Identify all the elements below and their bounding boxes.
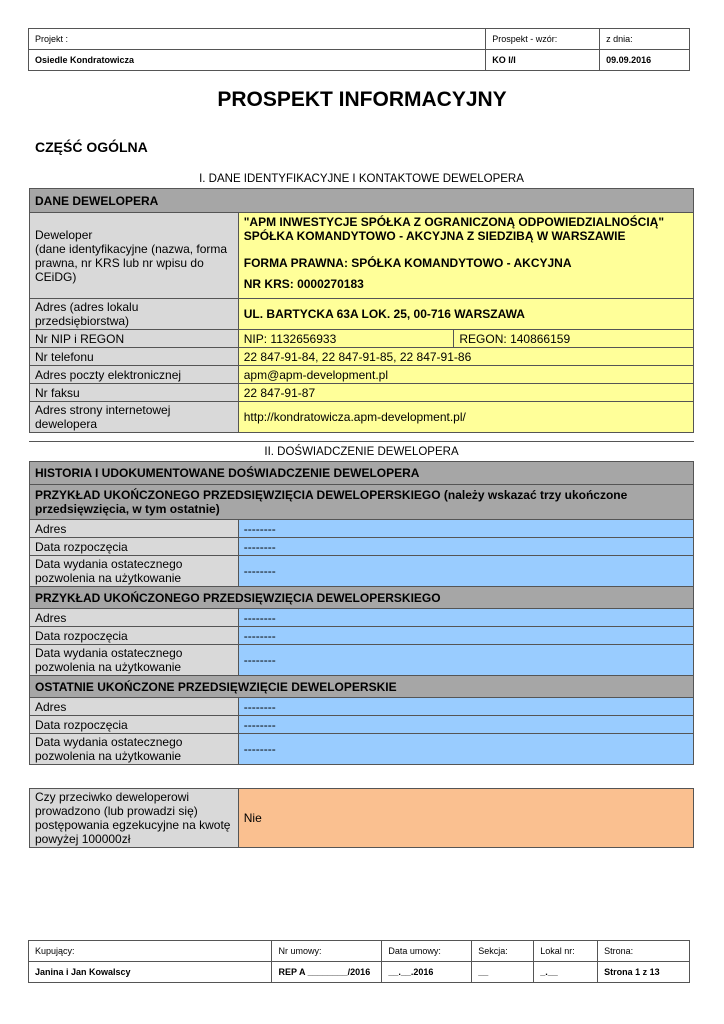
project-start-value: --------	[238, 716, 693, 734]
date-label: z dnia:	[600, 29, 690, 50]
project-permit-label: Data wydania ostatecznego pozwolenia na użytkowanie	[30, 556, 239, 587]
fax-value: 22 847-91-87	[238, 384, 693, 402]
developer-name: "APM INWESTYCJE SPÓŁKA Z OGRANICZONĄ ODPOWIEDZIALNOŚCIĄ" SPÓŁKA KOMANDYTOWO - AKCYJNA Z SIEDZIBĄ W WARSZAWIE	[243, 215, 665, 243]
project-address-value: --------	[238, 609, 693, 627]
nip-regon-label: Nr NIP i REGON	[30, 330, 239, 348]
contract-date-value: __.__.2016	[382, 962, 472, 983]
project-start-value: --------	[238, 538, 693, 556]
template-value: KO I/I	[486, 50, 600, 71]
section-value: __	[472, 962, 534, 983]
buyer-value: Janina i Jan Kowalscy	[29, 962, 272, 983]
address-label: Adres (adres lokalu przedsiębiorstwa)	[30, 299, 239, 330]
document-header	[28, 28, 690, 71]
project-address-value: --------	[238, 698, 693, 716]
experience-table-header: HISTORIA I UDOKUMENTOWANE DOŚWIADCZENIE DEWELOPERA	[30, 462, 694, 485]
project-address-label: Adres	[30, 520, 239, 538]
project-group-title: PRZYKŁAD UKOŃCZONEGO PRZEDSIĘWZIĘCIA DEWELOPERSKIEGO	[30, 587, 694, 609]
project-address-label: Adres	[30, 698, 239, 716]
website-label: Adres strony internetowej dewelopera	[30, 402, 239, 433]
address-value: UL. BARTYCKA 63A LOK. 25, 00-716 WARSZAWA	[238, 299, 693, 330]
project-permit-label: Data wydania ostatecznego pozwolenia na użytkowanie	[30, 734, 239, 765]
regon-value: REGON: 140866159	[454, 330, 694, 348]
project-permit-value: --------	[238, 645, 693, 676]
developer-label-detail: (dane identyfikacyjne (nazwa, forma prawna, nr KRS lub nr wpisu do CEiDG)	[35, 241, 228, 284]
section-title: CZĘŚĆ OGÓLNA	[35, 139, 148, 155]
project-permit-value: --------	[238, 734, 693, 765]
developer-value	[238, 213, 693, 299]
contract-number-value: REP A ________/2016	[272, 962, 382, 983]
page-value: Strona 1 z 13	[598, 962, 690, 983]
website-value: http://kondratowicza.apm-development.pl/	[238, 402, 693, 433]
enforcement-label: Czy przeciwko deweloperowi prowadzono (lub prowadzi się) postępowania egzekucyjne na kwotę powyżej 100000zł	[30, 789, 239, 848]
page-label: Strona:	[598, 941, 690, 962]
nip-value: NIP: 1132656933	[238, 330, 454, 348]
project-start-value: --------	[238, 627, 693, 645]
contract-number-label: Nr umowy:	[272, 941, 382, 962]
unit-label: Lokal nr:	[534, 941, 598, 962]
project-address-label: Adres	[30, 609, 239, 627]
enforcement-table	[29, 788, 694, 848]
fax-label: Nr faksu	[30, 384, 239, 402]
contract-date-label: Data umowy:	[382, 941, 472, 962]
email-value: apm@apm-development.pl	[238, 366, 693, 384]
project-start-label: Data rozpoczęcia	[30, 538, 239, 556]
project-group-title: OSTATNIE UKOŃCZONE PRZEDSIĘWZIĘCIE DEWELOPERSKIE	[30, 676, 694, 698]
developer-legal-form: FORMA PRAWNA: SPÓŁKA KOMANDYTOWO - AKCYJNA	[243, 256, 572, 270]
page-title: PROSPEKT INFORMACYJNY	[217, 88, 507, 111]
project-start-label: Data rozpoczęcia	[30, 627, 239, 645]
unit-value: _.__	[534, 962, 598, 983]
developer-krs: NR KRS: 0000270183	[243, 277, 364, 291]
developer-label	[30, 213, 239, 299]
email-label: Adres poczty elektronicznej	[30, 366, 239, 384]
project-start-label: Data rozpoczęcia	[30, 716, 239, 734]
buyer-label: Kupujący:	[29, 941, 272, 962]
section-label: Sekcja:	[472, 941, 534, 962]
project-permit-label: Data wydania ostatecznego pozwolenia na użytkowanie	[30, 645, 239, 676]
section-divider	[29, 441, 694, 442]
part1-heading: I. DANE IDENTYFIKACYJNE I KONTAKTOWE DEWELOPERA	[199, 173, 524, 185]
project-label: Projekt :	[29, 29, 486, 50]
project-address-value: --------	[238, 520, 693, 538]
developer-experience-table	[29, 461, 694, 765]
project-value: Osiedle Kondratowicza	[29, 50, 486, 71]
enforcement-value: Nie	[238, 789, 693, 848]
phone-value: 22 847-91-84, 22 847-91-85, 22 847-91-86	[238, 348, 693, 366]
document-footer	[28, 940, 690, 983]
phone-label: Nr telefonu	[30, 348, 239, 366]
project-permit-value: --------	[238, 556, 693, 587]
part2-heading: II. DOŚWIADCZENIE DEWELOPERA	[264, 446, 459, 458]
developer-data-table	[29, 188, 694, 433]
date-value: 09.09.2016	[600, 50, 690, 71]
developer-label-main: Deweloper	[35, 227, 93, 242]
developer-table-header: DANE DEWELOPERA	[30, 189, 694, 213]
project-group-title: PRZYKŁAD UKOŃCZONEGO PRZEDSIĘWZIĘCIA DEWELOPERSKIEGO (należy wskazać trzy ukończone przedsięwzięcia, w tym ostatnie)	[30, 485, 694, 520]
template-label: Prospekt - wzór:	[486, 29, 600, 50]
